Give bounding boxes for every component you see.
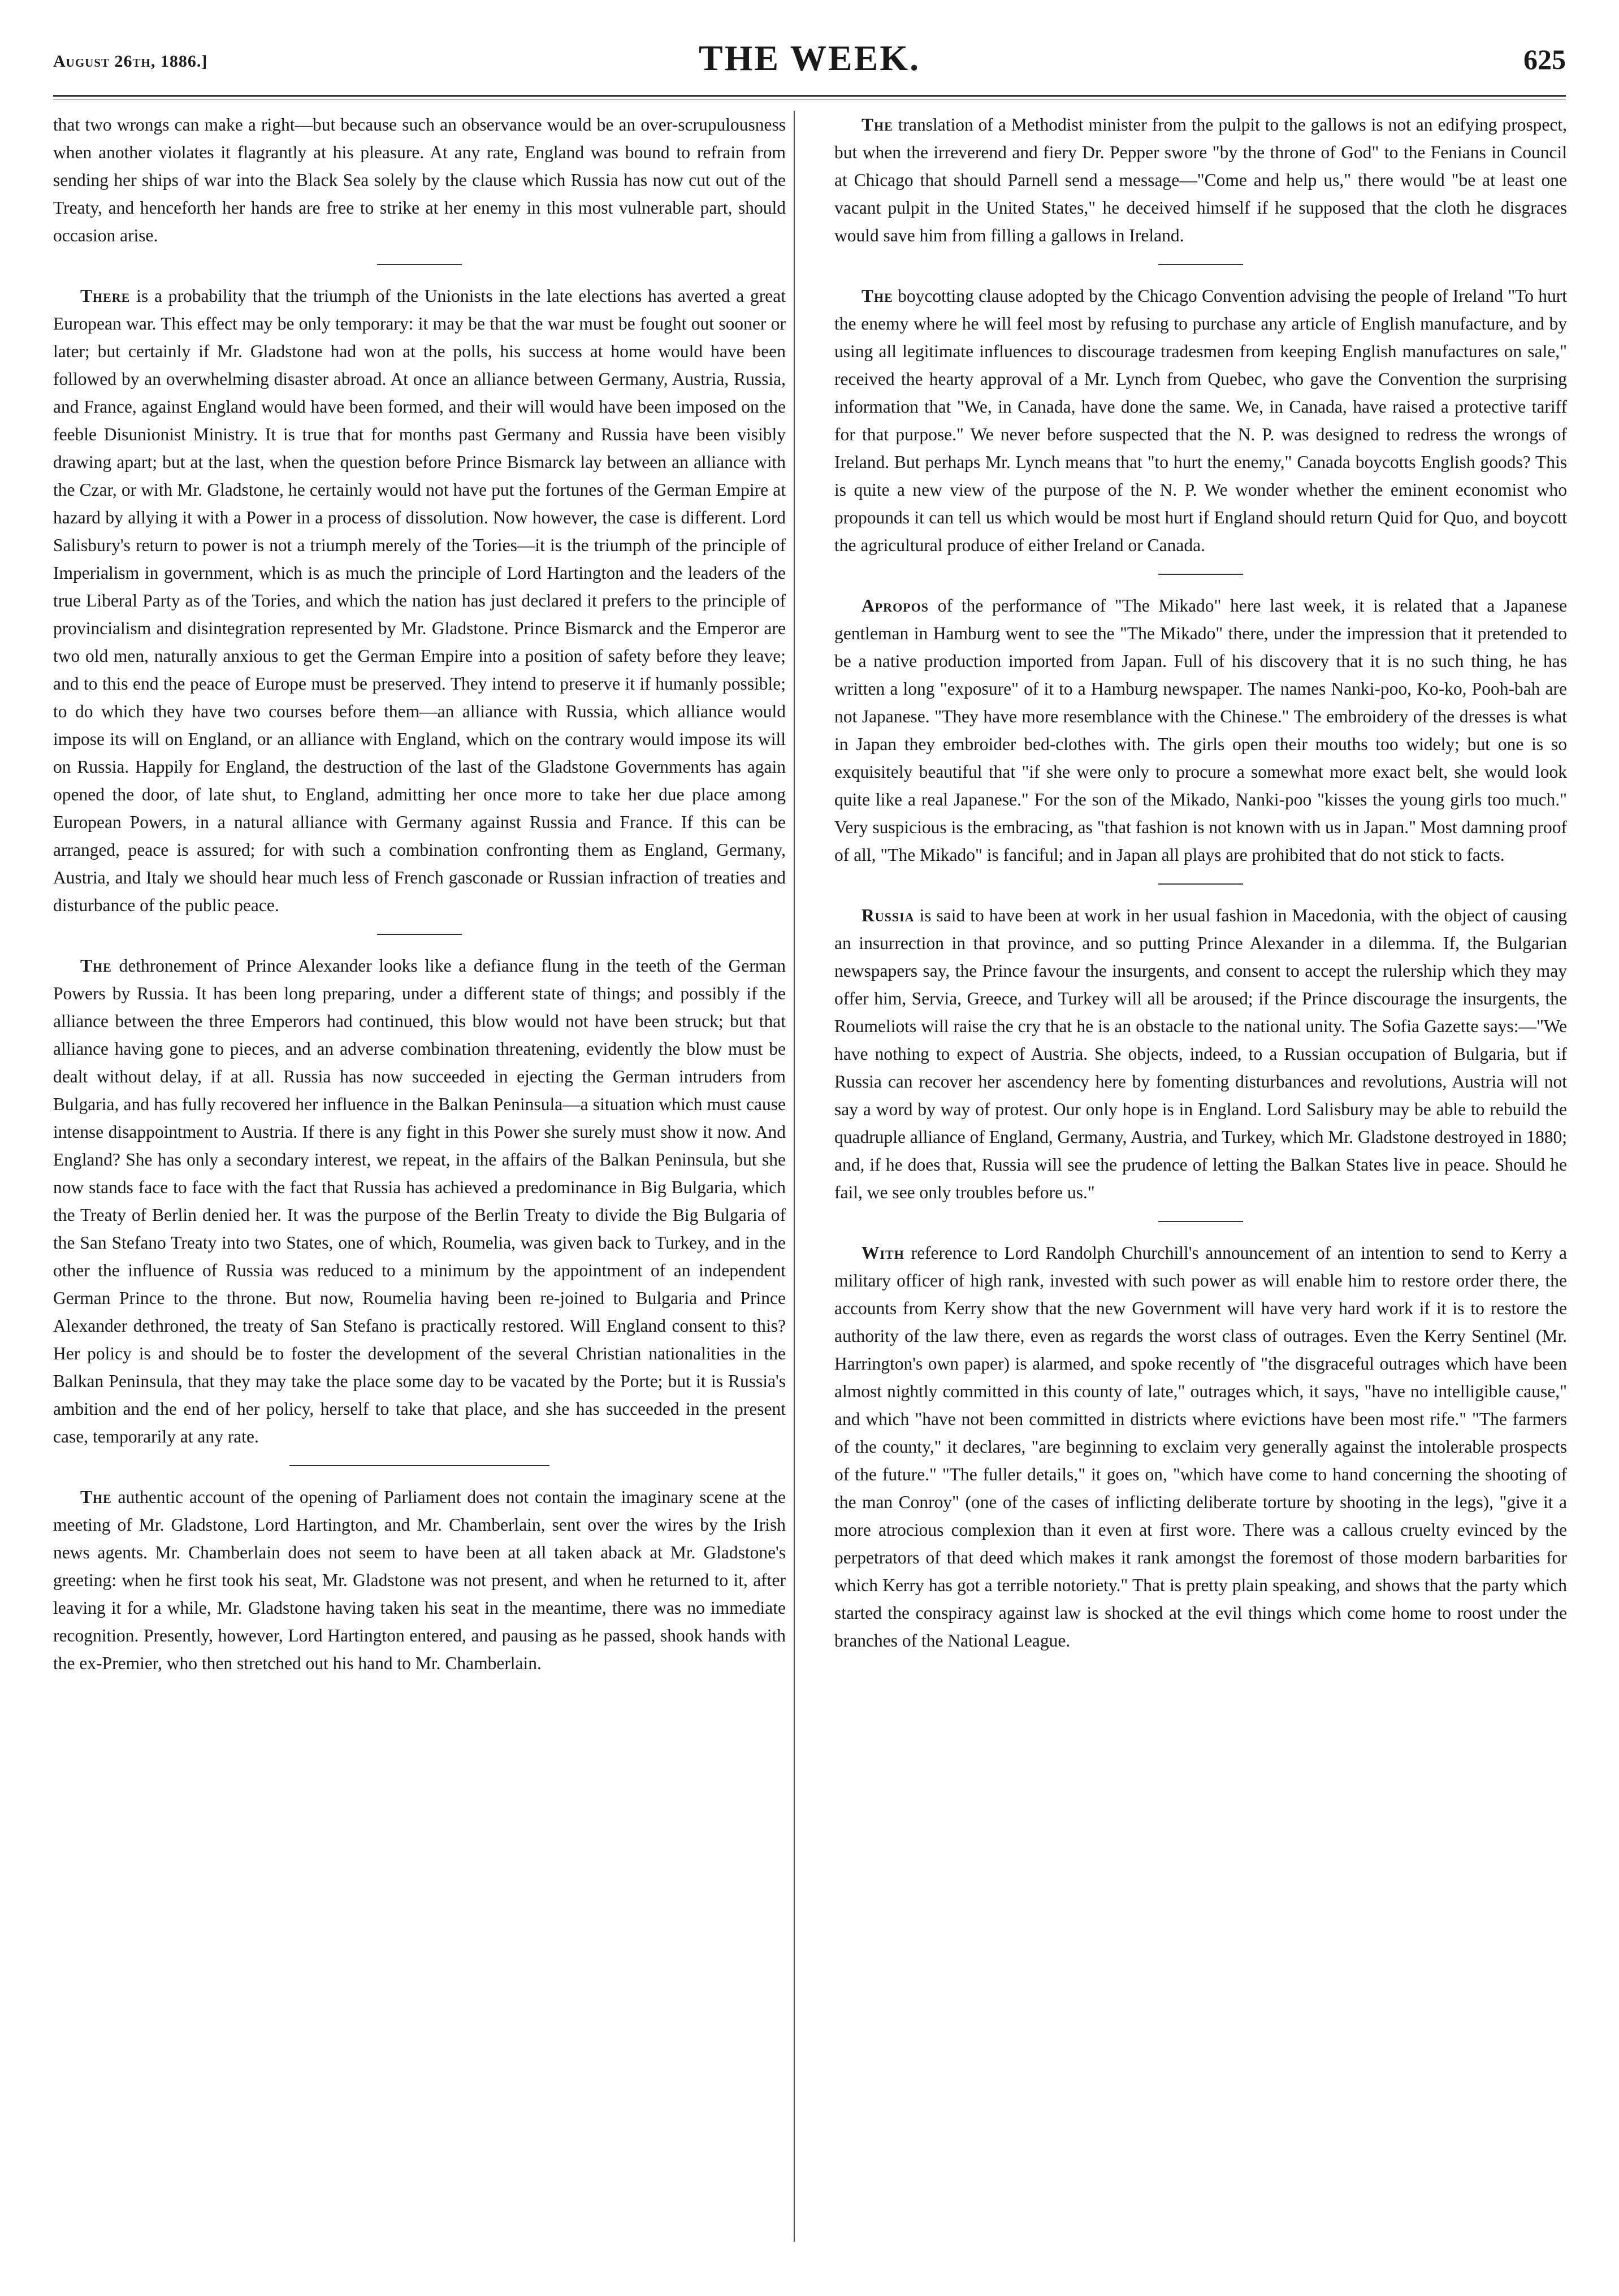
paragraph-text: is a probability that the triumph of the Unionists in the late elections has averted a great European war. This effect may be only temporary: it may be that the war must be fought out sooner or later; but certainly if Mr. Gladstone had won at the polls, his success at home would have been followed by an overwhelming disaster abroad. At once an alliance between Germany, Austria, Russia, and France, against England would have been formed, and their will would have been imposed on the feeble Disunionist Ministry. It is true that for months past Germany and Russia have been visibly drawing apart; but at the last, when the question before Prince Bismarck lay between an alliance with the Czar, or with Mr. Gladstone, he certainly would not have put the fortunes of the German Empire at hazard by allying it with a Power in a process of dissolution. Now however, the case is different. Lord Salisbury's return to power is not a triumph merely of the Tories—it is the triumph of the principle of Imperialism in government, which is as much the principle of Lord Hartington and the leaders of the true Liberal Party as of the Tories, and which the nation has just declared it prefers to the principle of provincialism and disintegration represented by Mr. Gladstone. Prince Bismarck and the Emperor are two old men, naturally anxious to get the German Empire into a position of safety before they leave; and to this end the peace of Europe must be preserved. They intend to preserve it if humanly possible; to do which they have two courses before them—an alliance with Russia, which alliance would impose its will on England, or an alliance with England, which on the contrary would impose its will on Russia. Happily for England, the destruction of the last of the Gladstone Governments has again opened the door, of late shut, to England, admitting her once more to take her due place among European Powers, in a natural alliance with Germany against Russia and France. If this can be arranged, peace is assured; for with such a combination confronting them as England, Germany, Austria, and Italy we should hear much less of French gasconade or Russian infraction of treaties and disturbance of the public peace.: [53, 286, 786, 915]
lead-word: Russia: [862, 906, 915, 925]
lead-word: The: [862, 286, 893, 306]
section-separator: [1158, 574, 1243, 575]
lead-word: The: [862, 115, 893, 135]
paragraph-text: is said to have been at work in her usual fashion in Macedonia, with the object of causing an insurrection in that province, and so putting Prince Alexander in a dilemma. If, the Bulgarian newspapers say, the Prince favour the insurgents, and consent to accept the rulership which they may offer him, Servia, Greece, and Turkey will all be aroused; if the Prince discourage the insurgents, the Roumeliots will raise the cry that he is an obstacle to the national unity. The Sofia Gazette says:—"We have nothing to expect of Austria. She objects, indeed, to a Russian occupation of Bulgaria, but if Russia can recover her ascendency here by fomenting disturbances and revolutions, Austria will not say a word by way of protest. Our only hope is in England. Lord Salisbury may be able to rebuild the quadruple alliance of England, Germany, Austria, and Turkey, which Mr. Gladstone destroyed in 1880; and, if he does that, Russia will see the prudence of letting the Balkan States live in peace. Should he fail, we see only troubles before us.": [834, 906, 1567, 1202]
header-rule: [53, 95, 1566, 97]
article-paragraph: [834, 111, 1567, 249]
issue-date: August 26th, 1886.]: [53, 52, 208, 71]
lead-word: The: [80, 1487, 112, 1507]
paragraph-text: dethronement of Prince Alexander looks like a defiance flung in the teeth of the German Powers by Russia. It has been long preparing, under a different state of things; and possibly if the alliance between the three Emperors had continued, this blow would not have been struck; but that alliance having gone to pieces, and an adverse combination threatening, evidently the blow must be dealt without delay, if at all. Russia has now succeeded in ejecting the German intruders from Bulgaria, and has fully recovered her influence in the Balkan Peninsula—a situation which must cause intense disappointment to Austria. If there is any fight in this Power she surely must show it now. And England? She has only a secondary interest, we repeat, in the affairs of the Balkan Peninsula, but she now stands face to face with the fact that Russia has achieved a predominance in Big Bulgaria, which the Treaty of Berlin denied her. It was the purpose of the Berlin Treaty to divide the Big Bulgaria of the San Stefano Treaty into two States, one of which, Roumelia, was given back to Turkey, and in the other the influence of Russia was reduced to a minimum by the appointment of an independent German Prince to the throne. But now, Roumelia having been re-joined to Bulgaria and Prince Alexander dethroned, the treaty of San Stefano is practically restored. Will England consent to this? Her policy is and should be to foster the development of the several Christian nationalities in the Balkan Peninsula, that they may take the place some day to be vacated by the Porte; but it is Russia's ambition and the end of her policy, herself to take that place, and she has succeeded in the present case, temporarily at any rate.: [53, 956, 786, 1446]
article-paragraph: [53, 1483, 786, 1677]
section-separator: [1158, 1221, 1243, 1222]
lead-word: The: [80, 956, 112, 976]
page-number: 625: [1523, 44, 1566, 75]
paragraph-text: authentic account of the opening of Parliament does not contain the imaginary scene at the meeting of Mr. Gladstone, Lord Hartington, and Mr. Chamberlain, sent over the wires by the Irish news agents. Mr. Chamberlain does not seem to have been at all taken aback at Mr. Gladstone's greeting: when he first took his seat, Mr. Gladstone was not present, and when he returned to it, after leaving it for a while, Mr. Gladstone having taken his seat in the meantime, there was no immediate recognition. Presently, however, Lord Hartington entered, and pausing as he passed, shook hands with the ex-Premier, who then stretched out his hand to Mr. Chamberlain.: [53, 1487, 786, 1673]
section-separator: [377, 934, 462, 935]
header-rule-thin: [53, 99, 1566, 100]
left-column: [53, 111, 786, 1677]
lead-word: Apropos: [862, 596, 929, 616]
section-separator: [377, 264, 462, 265]
page-header: [53, 35, 1566, 86]
masthead-title: THE WEEK.: [698, 38, 921, 78]
paragraph-text: boycotting clause adopted by the Chicago Convention advising the people of Ireland "To hurt the enemy where he will feel most by refusing to purchase any article of English manufacture, and by using all legitimate influences to discourage tradesmen from keeping English manufactures on sale," received the hearty approval of a Mr. Lynch from Quebec, who gave the Convention the surprising information that "We, in Canada, have done the same. We, in Canada, have raised a protective tariff for that purpose." We never before suspected that the N. P. was designed to redress the wrongs of Ireland. But perhaps Mr. Lynch means that "to hurt the enemy," Canada boycotts English goods? This is quite a new view of the purpose of the N. P. We wonder whether the eminent economist who propounds it can tell us which would be most hurt if England should return Quid for Quo, and boycott the agricultural produce of either Ireland or Canada.: [834, 286, 1567, 555]
article-paragraph: [53, 952, 786, 1450]
paragraph-text: translation of a Methodist minister from the pulpit to the gallows is not an edifying prospect, but when the irreverend and fiery Dr. Pepper swore "by the throne of God" to the Fenians in Council at Chicago that should Parnell send a message—"Come and help us," there would "be at least one vacant pulpit in the United States," he deceived himself if he supposed that the cloth he disgraces would save him from filling a gallows in Ireland.: [834, 115, 1567, 245]
right-column: [834, 111, 1567, 1654]
section-separator: [1158, 883, 1243, 885]
paragraph-text: that two wrongs can make a right—but because such an observance would be an over-scrupulousness when another violates it flagrantly at his pleasure. At any rate, England was bound to refrain from sending her ships of war into the Black Sea solely by the clause which Russia has now cut out of the Treaty, and henceforth her hands are free to strike at her enemy in this most vulnerable part, should occasion arise.: [53, 115, 786, 245]
article-paragraph: [53, 282, 786, 919]
lead-word: With: [862, 1243, 904, 1263]
article-paragraph: [834, 282, 1567, 559]
article-paragraph: [834, 902, 1567, 1206]
section-separator: [289, 1465, 549, 1466]
paragraph-text: reference to Lord Randolph Churchill's announcement of an intention to send to Kerry a military officer of high rank, invested with such power as will enable him to restore order there, the accounts from Kerry show that the new Government will have very hard work if it is to restore the authority of the law there, even as regards the worst class of outrages. Even the Kerry Sentinel (Mr. Harrington's own paper) is alarmed, and spoke recently of "the disgraceful outrages which have been almost nightly committed in this county of late," outrages which, it says, "have no intelligible cause," and which "have not been committed in districts where evictions have been most rife." "The farmers of the county," it declares, "are beginning to exclaim very generally against the intolerable prospects of the future." "The fuller details," it goes on, "which have come to hand concerning the shooting of the man Conroy" (one of the cases of inflicting deliberate torture by shooting in the legs), "give it a more atrocious complexion than it even at first wore. There was a callous cruelty evinced by the perpetrators of that deed which makes it rank amongst the foremost of those modern barbarities for which Kerry has got a terrible notoriety." That is pretty plain speaking, and shows that the party which started the conspiracy against law is shocked at the evil things which come home to roost under the branches of the National League.: [834, 1243, 1567, 1650]
lead-word: There: [80, 286, 131, 306]
article-paragraph: [834, 1239, 1567, 1654]
column-divider: [794, 111, 795, 2242]
section-separator: [1158, 264, 1243, 265]
article-paragraph: [53, 111, 786, 249]
article-paragraph: [834, 592, 1567, 869]
paragraph-text: of the performance of "The Mikado" here last week, it is related that a Japanese gentleman in Hamburg went to see the "The Mikado" there, under the impression that it pretended to be a native production imported from Japan. Full of his discovery that it is no such thing, he has written a long "exposure" of it to a Hamburg newspaper. The names Nanki-poo, Ko-ko, Pooh-bah are not Japanese. "They have more resemblance with the Chinese." The embroidery of the dresses is what in Japan they embroider bed-clothes with. The girls open their mouths too widely; but one is so exquisitely beautiful that "if she were only to procure a somewhat more exact belt, she would look quite like a real Japanese." For the son of the Mikado, Nanki-poo "kisses the young girls too much." Very suspicious is the embracing, as "that fashion is not known with us in Japan." Most damning proof of all, "The Mikado" is fanciful; and in Japan all plays are prohibited that do not stick to facts.: [834, 596, 1567, 865]
